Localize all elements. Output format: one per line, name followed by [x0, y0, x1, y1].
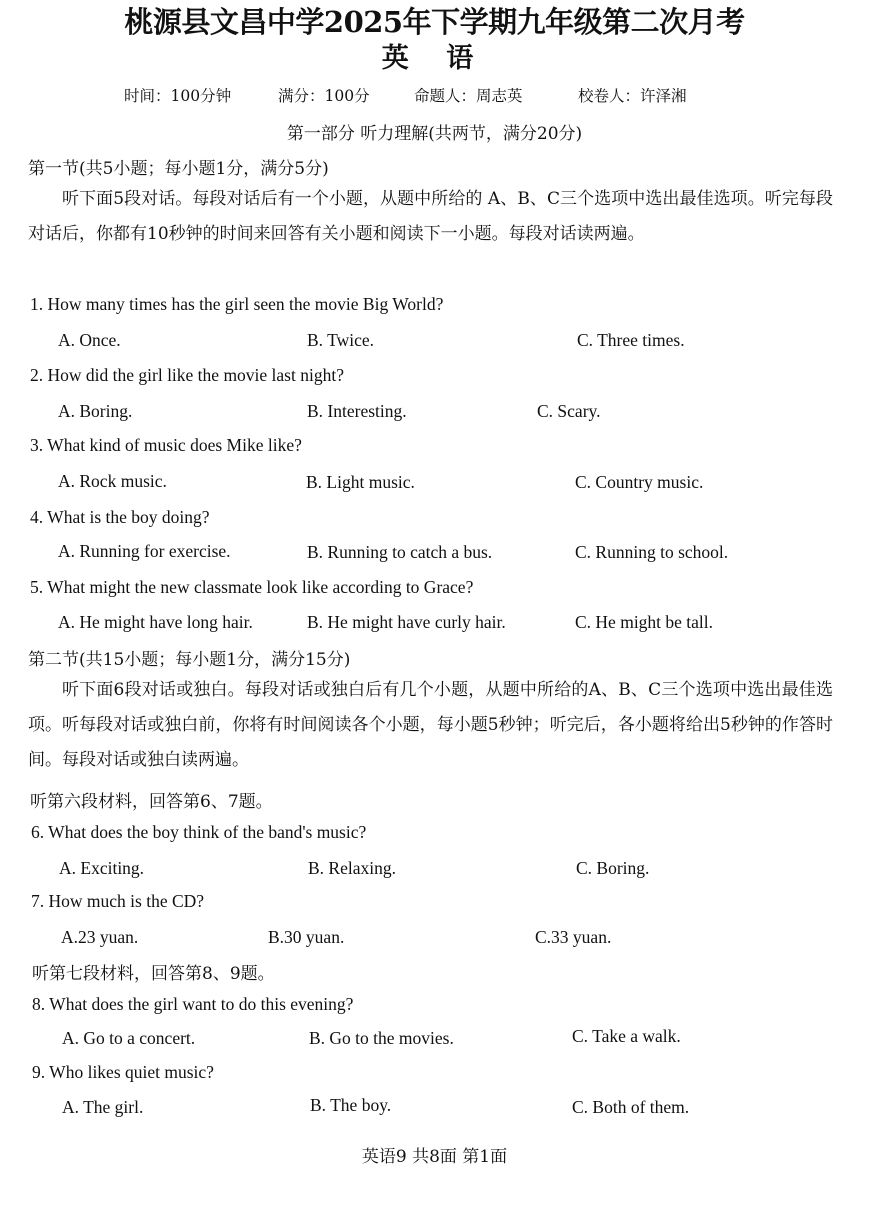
- option-a: A. Exciting.: [59, 858, 145, 878]
- option-b: B. The boy.: [310, 1095, 392, 1115]
- option-b: B. Interesting.: [307, 401, 407, 421]
- option-c: C. Boring.: [576, 858, 650, 878]
- question-setter: 命题人：周志英: [414, 87, 523, 105]
- subject-title: 英 语: [381, 43, 488, 74]
- section2-instructions: 听下面6段对话或独白。每段对话或独白后有几个小题，从题中所给的A、B、C三个选项中选出最佳选项。听每段对话或独白前，你将有时间阅读各个小题，每小题5秒钟；听完后，各小题将给出5秒钟的作答时间。每段对话或独白读两遍。: [28, 680, 833, 770]
- exam-time: 时间：100分钟: [124, 87, 232, 105]
- question-stem: 4. What is the boy doing?: [30, 507, 210, 527]
- option-c: C. Running to school.: [575, 542, 729, 562]
- full-score: 满分：100分: [278, 87, 370, 105]
- option-a: A.23 yuan.: [61, 927, 139, 947]
- option-b: B. Twice.: [307, 330, 374, 350]
- option-a: A. Go to a concert.: [62, 1028, 196, 1048]
- option-c: C. Three times.: [577, 330, 685, 350]
- option-b: B. Relaxing.: [308, 858, 396, 878]
- option-c: C. Both of them.: [572, 1097, 690, 1117]
- question-stem: 7. How much is the CD?: [31, 891, 205, 911]
- option-c: C. He might be tall.: [575, 612, 714, 632]
- question-stem: 3. What kind of music does Mike like?: [30, 435, 302, 455]
- option-b: B. Go to the movies.: [309, 1028, 454, 1048]
- exam-title: 桃源县文昌中学2025年下学期九年级第二次月考: [124, 5, 745, 39]
- material-6-instruction: 听第六段材料，回答第6、7题。: [30, 792, 273, 812]
- question-stem: 5. What might the new classmate look like according to Grace?: [30, 577, 474, 597]
- question-stem: 8. What does the girl want to do this evening?: [32, 994, 354, 1014]
- section1-instructions: 听下面5段对话。每段对话后有一个小题，从题中所给的 A、B、C三个选项中选出最佳选项。听完每段对话后，你都有10秒钟的时间来回答有关小题和阅读下一小题。每段对话读两遍。: [28, 189, 833, 244]
- option-b: B. He might have curly hair.: [307, 612, 506, 632]
- option-b: B. Running to catch a bus.: [307, 542, 493, 562]
- section2-heading: 第二节(共15小题；每小题1分，满分15分): [28, 650, 351, 670]
- question-stem: 9. Who likes quiet music?: [32, 1062, 214, 1082]
- option-a: A. Boring.: [58, 401, 133, 421]
- page-footer: 英语9 共8面 第1面: [361, 1147, 508, 1167]
- option-a: A. The girl.: [62, 1097, 144, 1117]
- option-c: C. Scary.: [537, 401, 601, 421]
- option-b: B.30 yuan.: [268, 927, 345, 947]
- option-a: A. Running for exercise.: [58, 541, 231, 561]
- material-7-instruction: 听第七段材料，回答第8、9题。: [32, 964, 275, 984]
- proofreader: 校卷人：许泽湘: [578, 87, 687, 105]
- option-c: C.33 yuan.: [535, 927, 612, 947]
- option-c: C. Take a walk.: [572, 1026, 681, 1046]
- option-a: A. Rock music.: [58, 471, 167, 491]
- option-b: B. Light music.: [306, 472, 415, 492]
- question-stem: 2. How did the girl like the movie last night?: [30, 365, 344, 385]
- question-stem: 6. What does the boy think of the band's music?: [31, 822, 367, 842]
- part1-heading: 第一部分 听力理解(共两节，满分20分): [286, 124, 583, 144]
- option-c: C. Country music.: [575, 472, 704, 492]
- option-a: A. Once.: [58, 330, 121, 350]
- option-a: A. He might have long hair.: [58, 612, 253, 632]
- section1-heading: 第一节(共5小题；每小题1分，满分5分): [28, 159, 329, 179]
- question-stem: 1. How many times has the girl seen the movie Big World?: [30, 294, 444, 314]
